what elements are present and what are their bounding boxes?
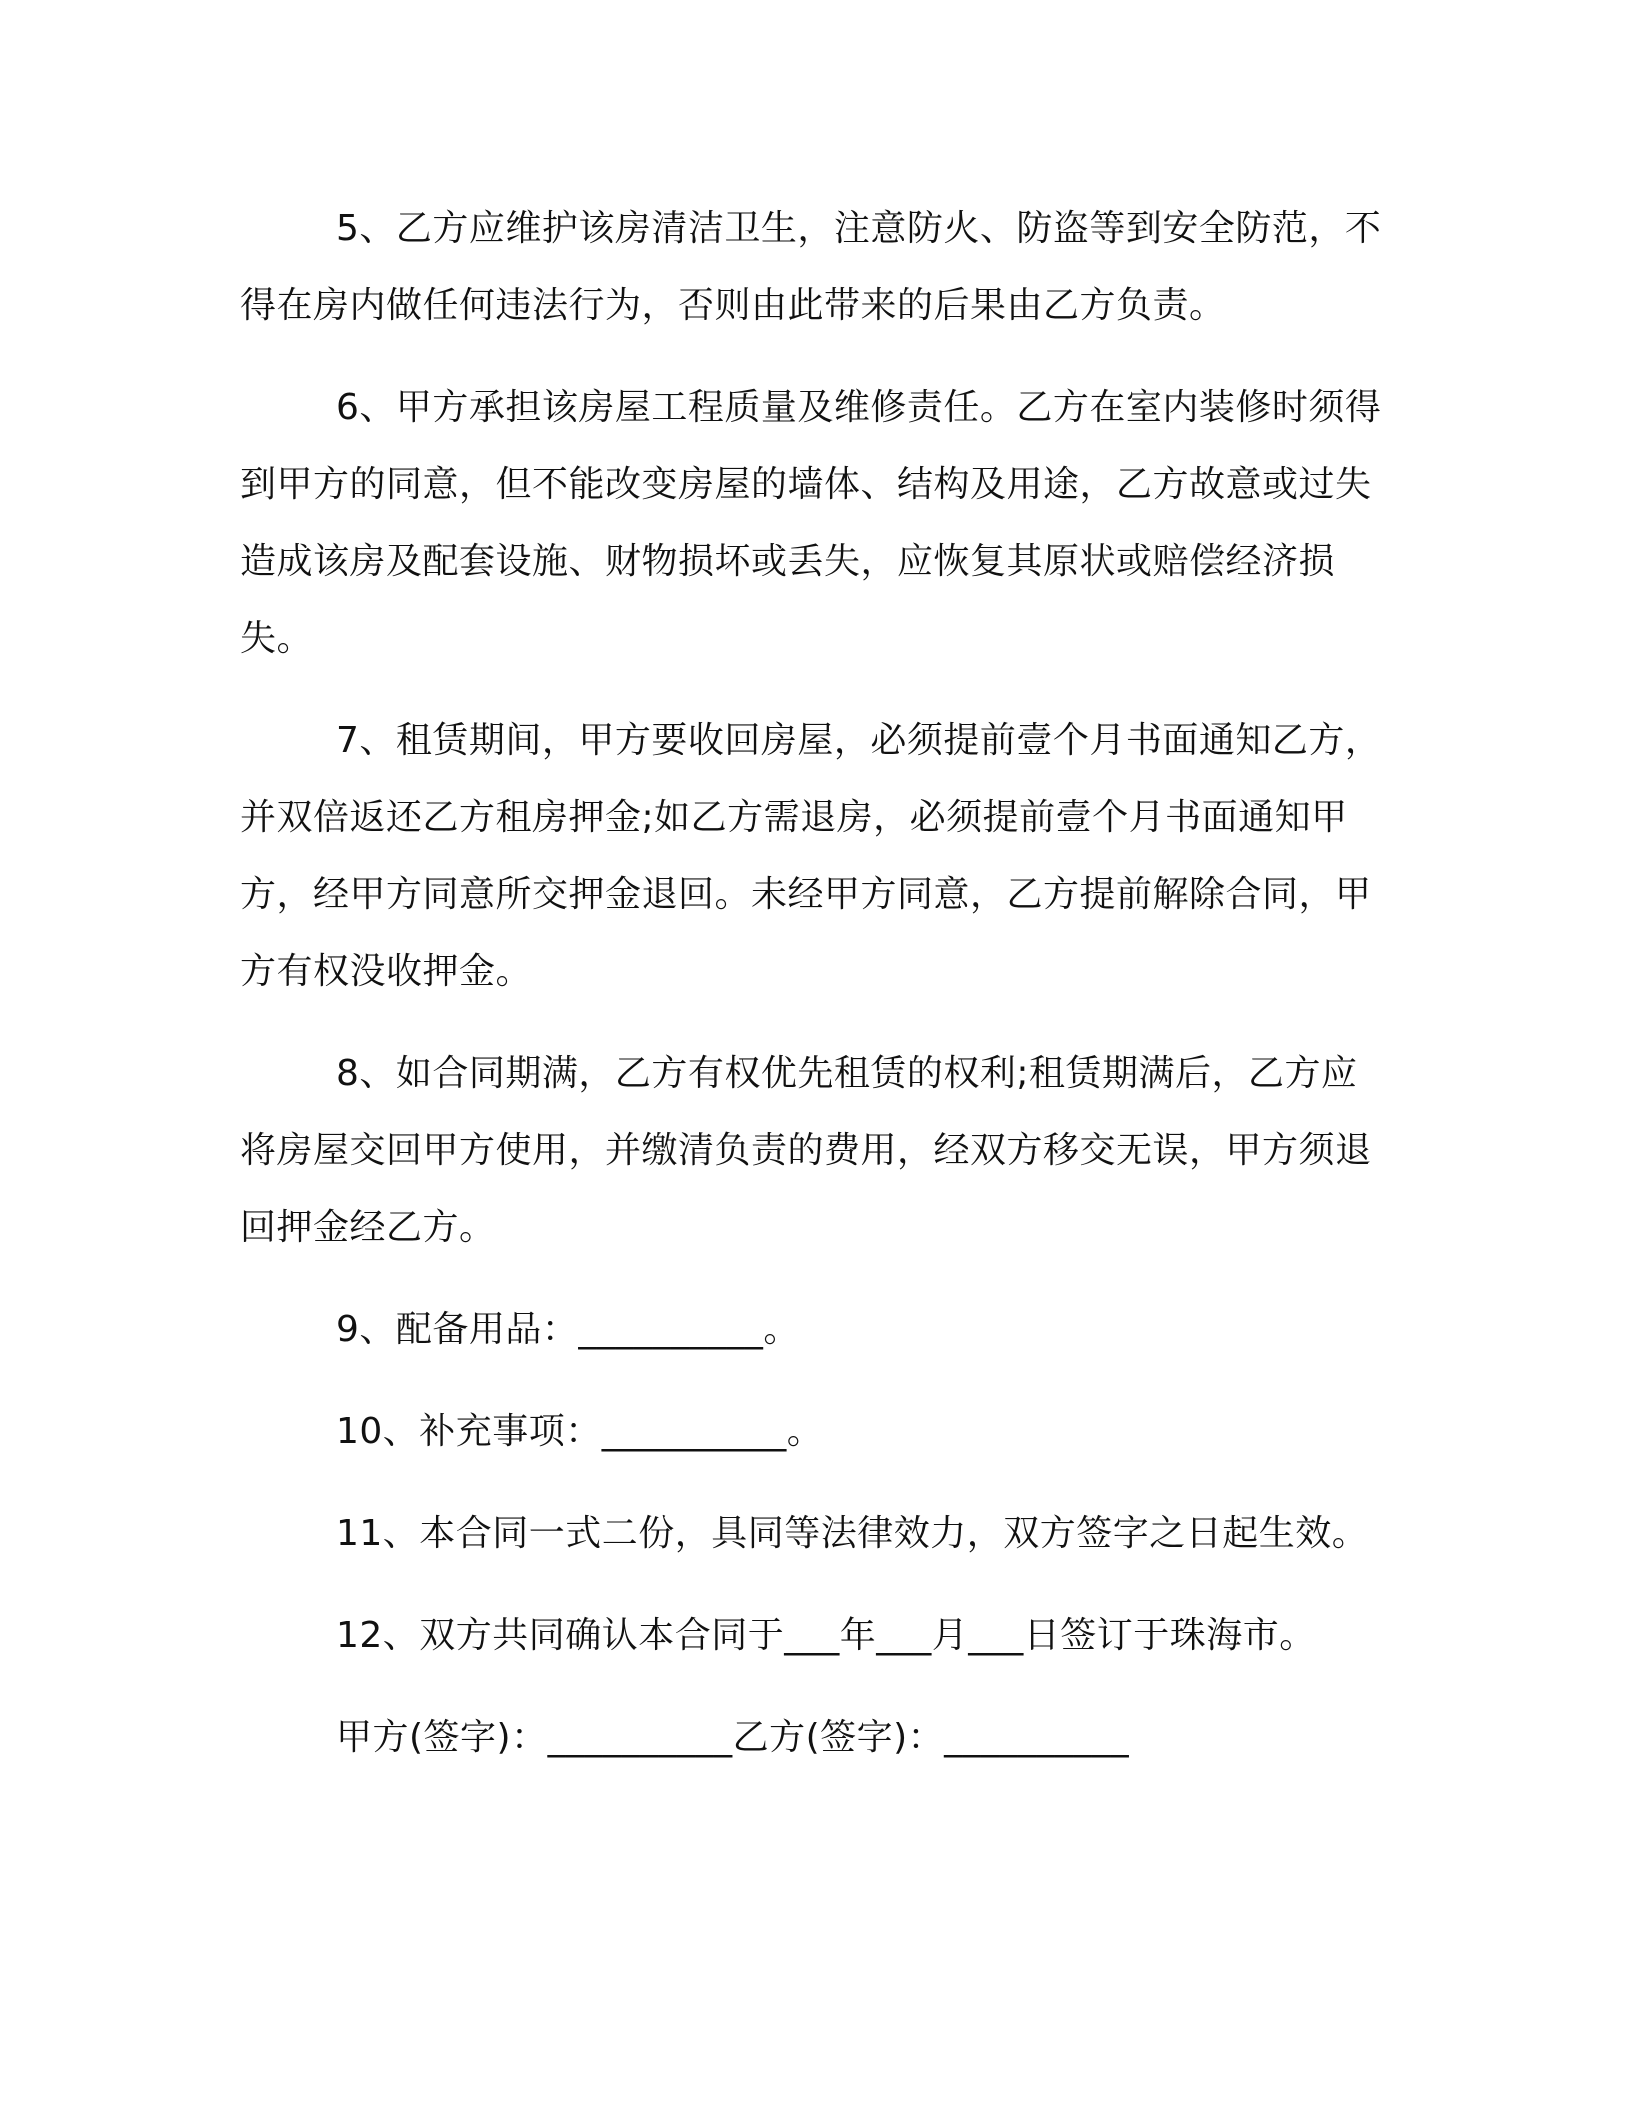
clause-7: 7、租赁期间，甲方要收回房屋，必须提前壹个月书面通知乙方，并双倍返还乙方租房押金;如乙方需退房，必须提前壹个月书面通知甲方，经甲方同意所交押金退回。未经甲方同意，乙方提前解除合同，甲方有权没收押金。 bbox=[240, 720, 1382, 992]
clause-5: 5、乙方应维护该房清洁卫生，注意防火、防盗等到安全防范，不得在房内做任何违法行为，否则由此带来的后果由乙方负责。 bbox=[240, 208, 1382, 326]
signature-line: 甲方(签字)：__________乙方(签字)：__________ bbox=[336, 1717, 1130, 1758]
document-page bbox=[240, 190, 1390, 1801]
clause-6: 6、甲方承担该房屋工程质量及维修责任。乙方在室内装修时须得到甲方的同意，但不能改变房屋的墙体、结构及用途，乙方故意或过失造成该房及配套设施、财物损坏或丢失，应恢复其原状或赔偿经济损失。 bbox=[240, 387, 1382, 659]
clause-8: 8、如合同期满，乙方有权优先租赁的权利;租赁期满后，乙方应将房屋交回甲方使用，并缴清负责的费用，经双方移交无误，甲方须退回押金经乙方。 bbox=[240, 1053, 1372, 1248]
clause-12-signing-date: 12、双方共同确认本合同于___年___月___日签订于珠海市。 bbox=[336, 1615, 1316, 1656]
clause-10-supplementary: 10、补充事项：__________。 bbox=[336, 1411, 824, 1452]
clause-11-copies: 11、本合同一式二份，具同等法律效力，双方签字之日起生效。 bbox=[336, 1513, 1369, 1554]
clause-9-equipment: 9、配备用品：__________。 bbox=[336, 1309, 800, 1350]
